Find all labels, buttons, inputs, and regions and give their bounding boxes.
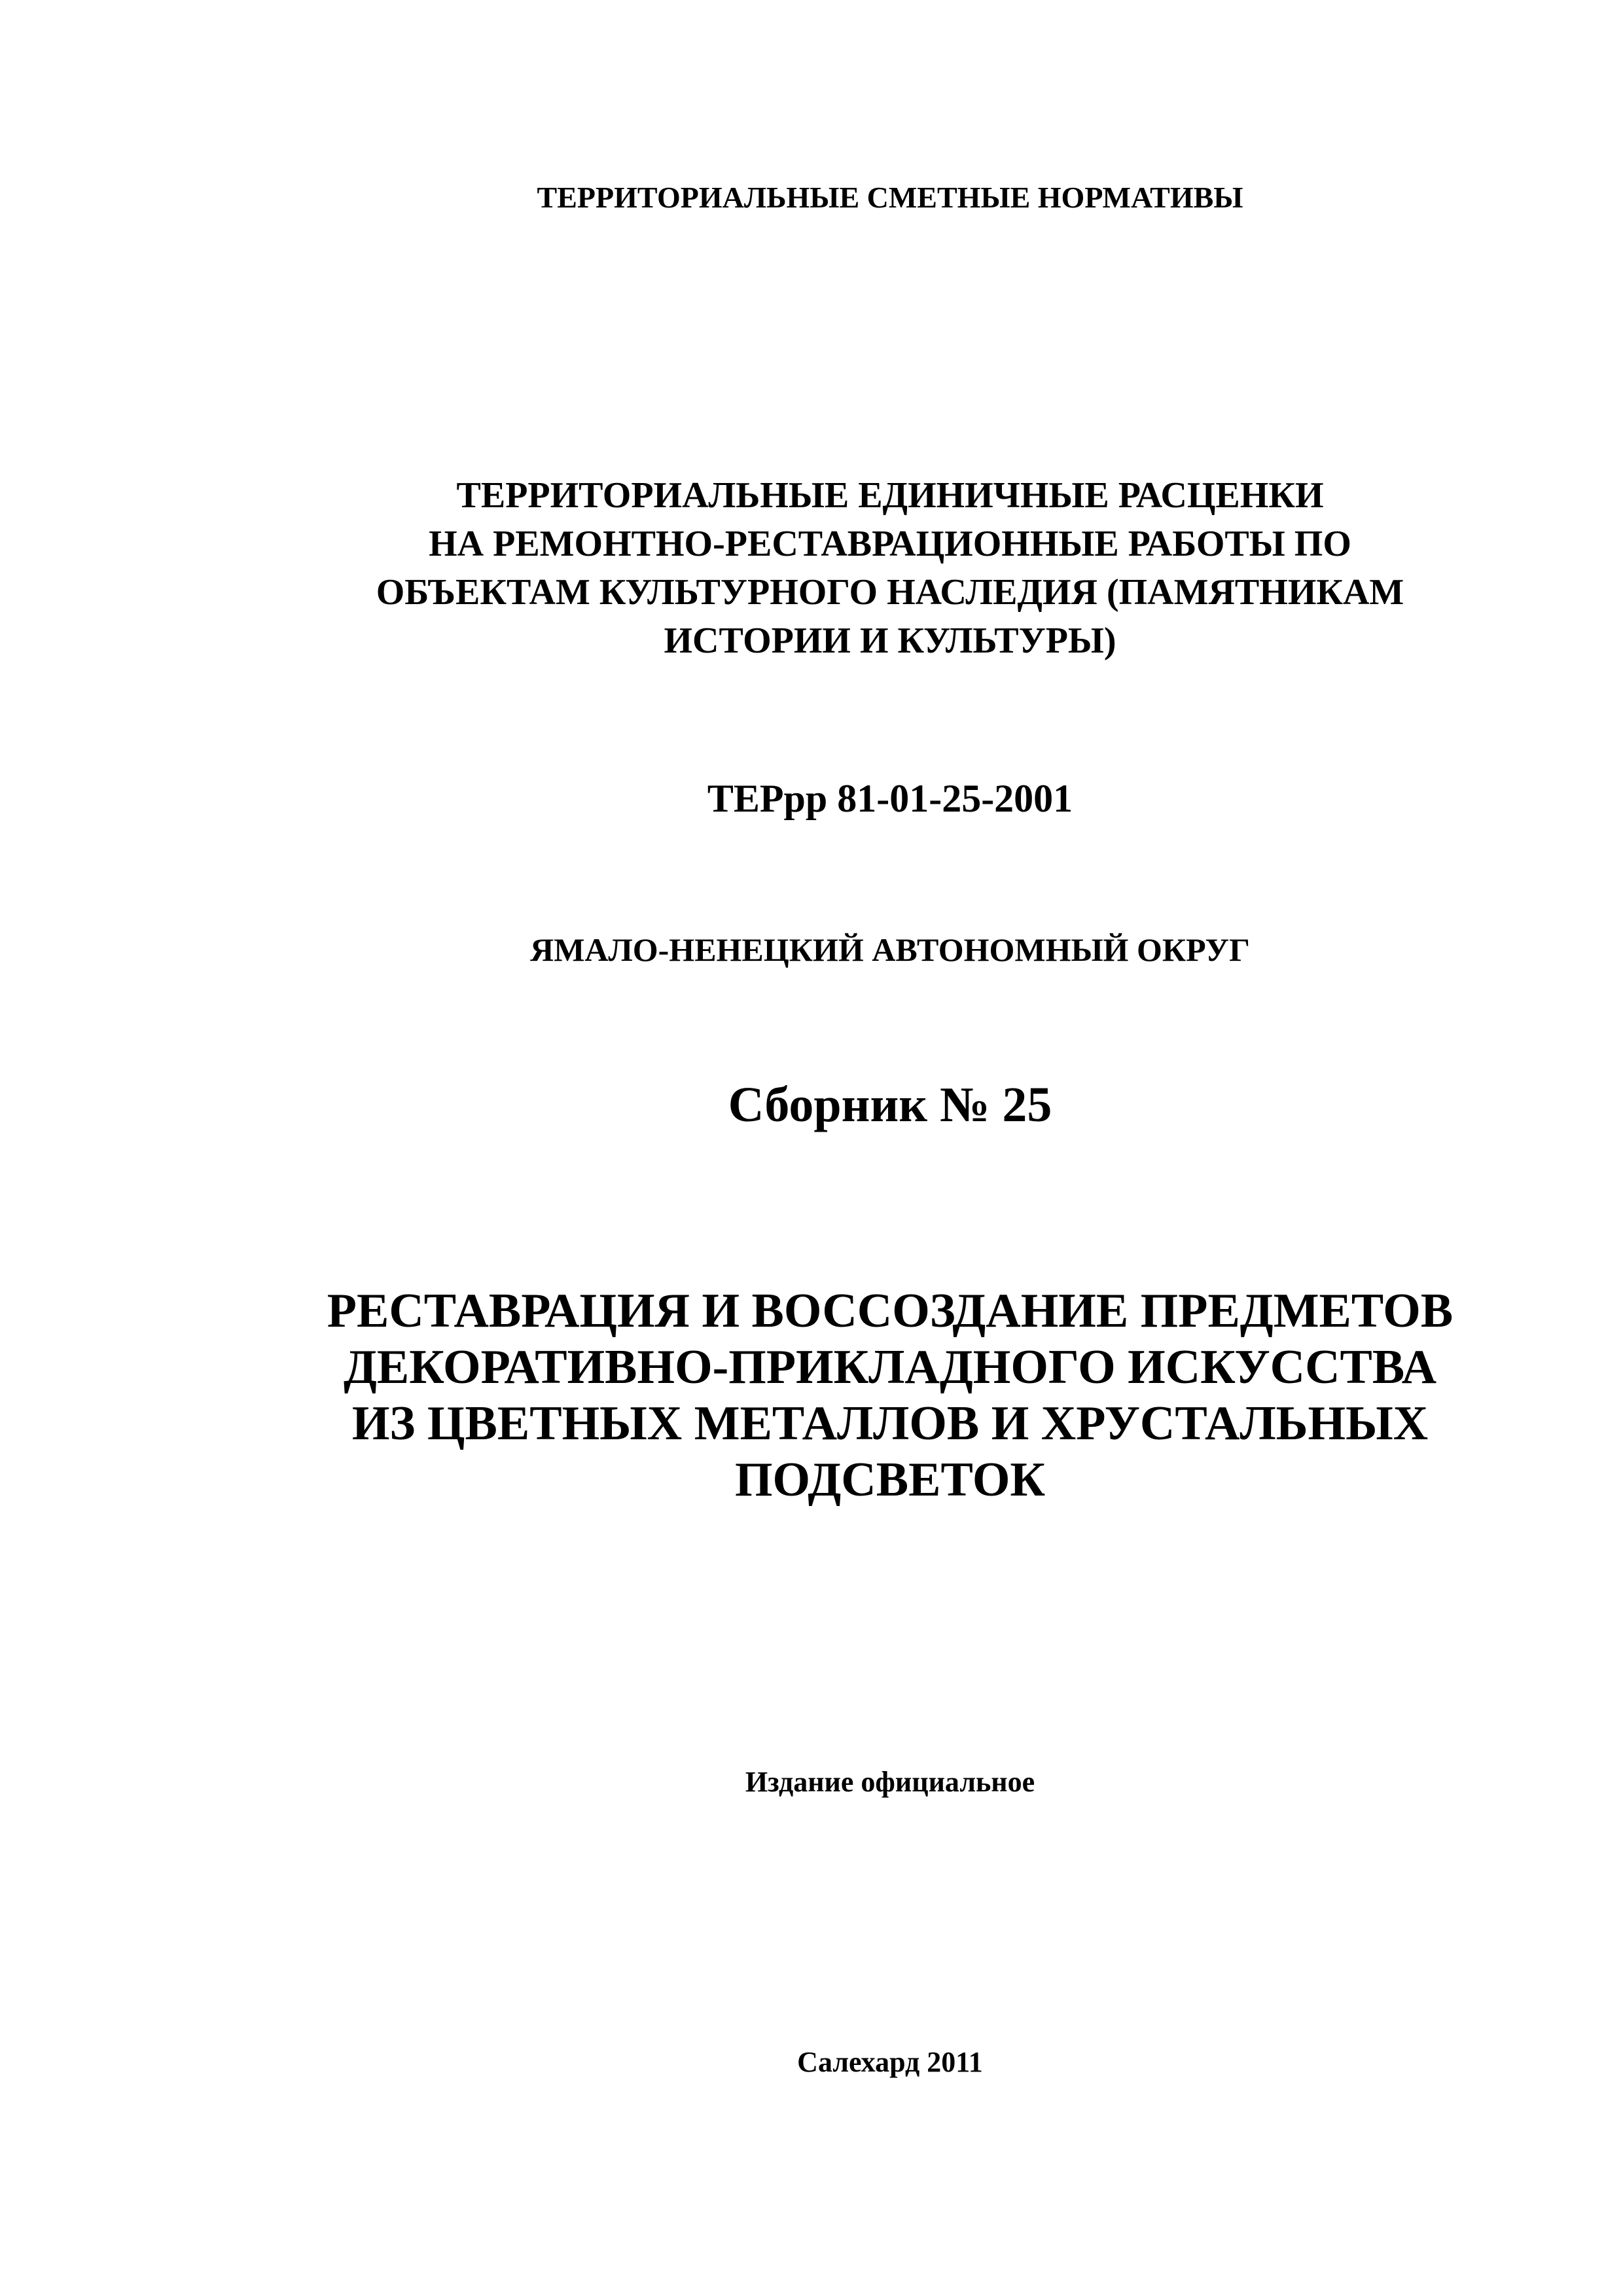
edition-note-text: Издание официальное [745,1766,1035,1798]
collection-number-text: Сборник № 25 [728,1077,1052,1132]
place-and-year-text: Салехард 2011 [797,2046,983,2078]
subject-title-line-1: РЕСТАВРАЦИЯ И ВОССОЗДАНИЕ ПРЕДМЕТОВ [327,1284,1454,1338]
region-name [223,928,1558,971]
edition-note [223,1763,1558,1801]
main-title-line-3: ОБЪЕКТАМ КУЛЬТУРНОГО НАСЛЕДИЯ (ПАМЯТНИКАМ [376,572,1404,613]
collection-number [223,1072,1558,1138]
header-title [223,178,1558,217]
region-name-text: ЯМАЛО-НЕНЕЦКИЙ АВТОНОМНЫЙ ОКРУГ [530,931,1250,968]
main-title-line-4: ИСТОРИИ И КУЛЬТУРЫ) [664,620,1116,661]
subject-title-line-4: ПОДСВЕТОК [734,1453,1046,1507]
subject-title-line-2: ДЕКОРАТИВНО-ПРИКЛАДНОГО ИСКУССТВА [343,1340,1437,1394]
main-title-line-2: НА РЕМОНТНО-РЕСТАВРАЦИОННЫЕ РАБОТЫ ПО [429,524,1351,564]
document-code [223,772,1558,825]
subject-title-line-3: ИЗ ЦВЕТНЫХ МЕТАЛЛОВ И ХРУСТАЛЬНЫХ [351,1397,1429,1450]
main-title-line-1: ТЕРРИТОРИАЛЬНЫЕ ЕДИНИЧНЫЕ РАСЦЕНКИ [456,475,1324,516]
document-code-text: ТЕРрр 81-01-25-2001 [707,777,1073,820]
place-and-year [223,2043,1558,2081]
header-title-text: ТЕРРИТОРИАЛЬНЫЕ СМЕТНЫЕ НОРМАТИВЫ [537,181,1243,214]
main-title [223,471,1558,665]
subject-title [223,1283,1558,1508]
